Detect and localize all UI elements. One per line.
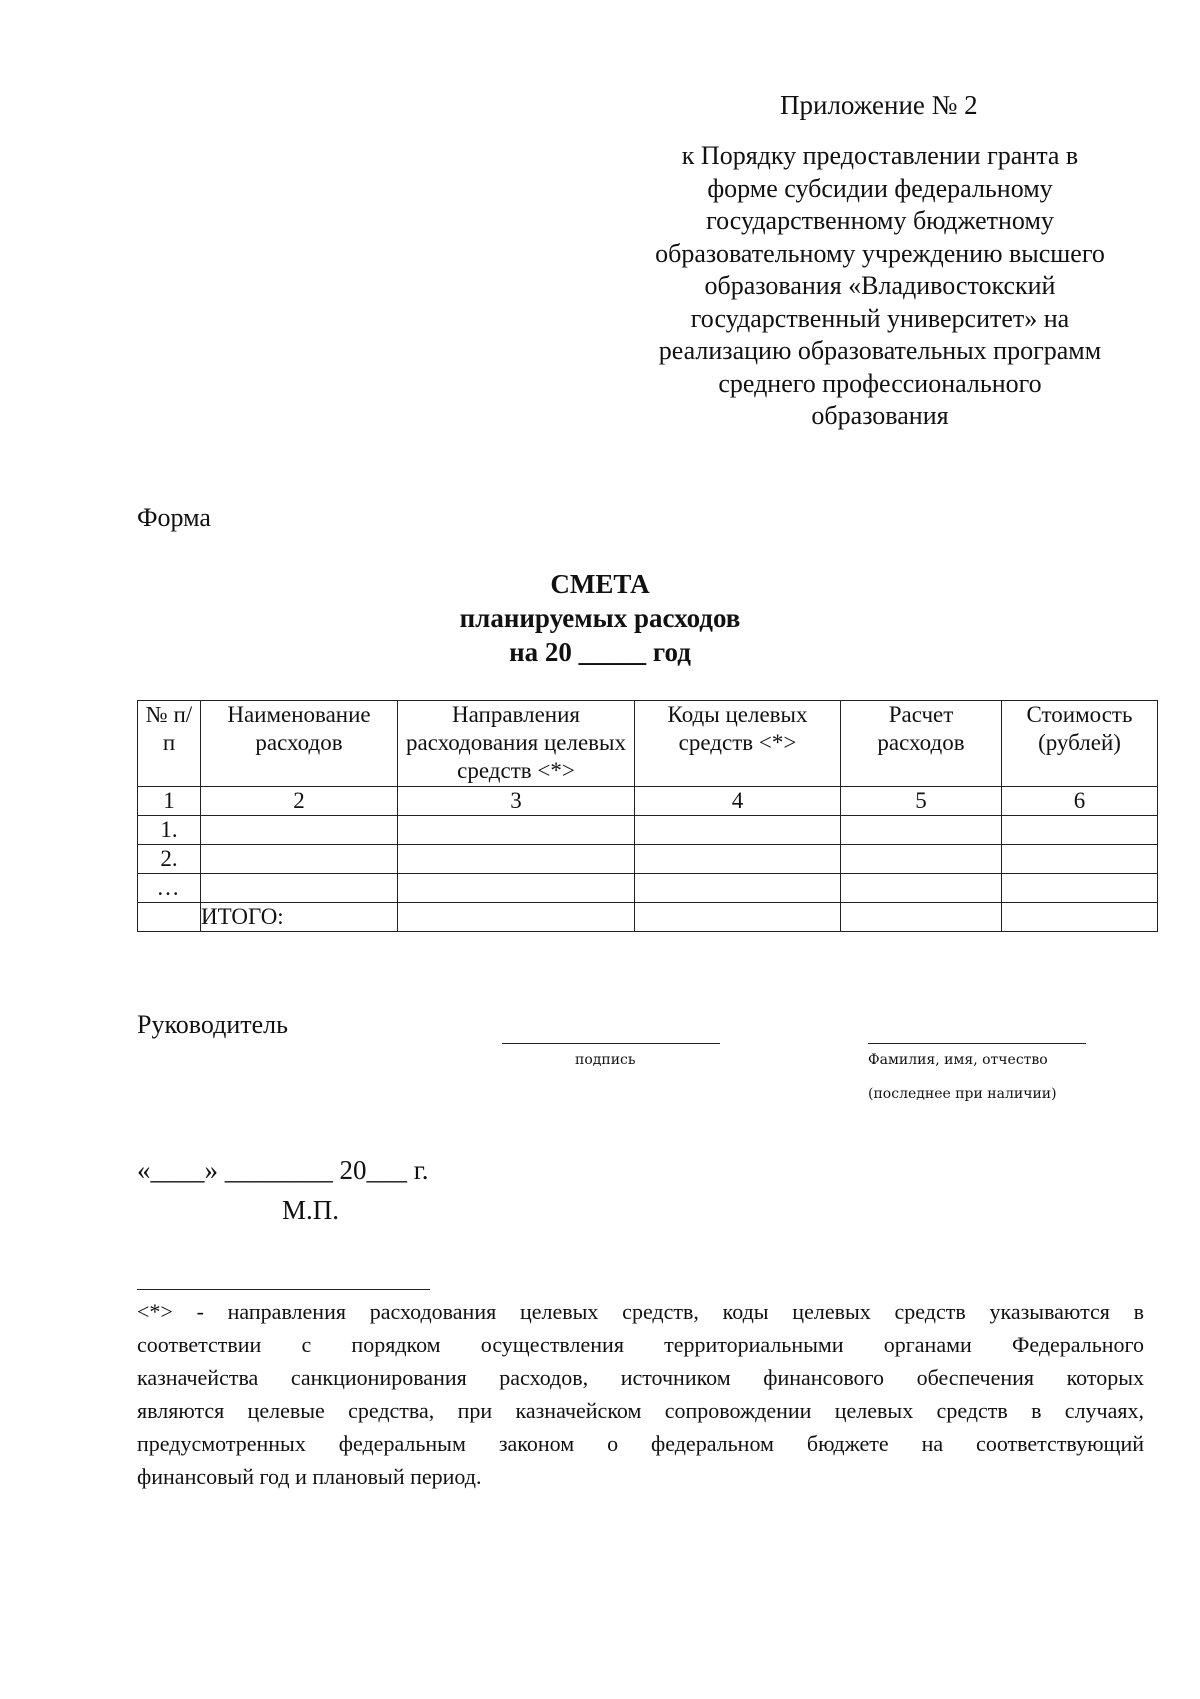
column-number: 2 [201, 787, 398, 816]
appendix-line: реализацию образовательных программ [658, 336, 1102, 365]
total-label: ИТОГО: [201, 903, 398, 932]
appendix-line: образовательному учреждению высшего [655, 238, 1105, 268]
table-cell [841, 874, 1002, 903]
column-number: 1 [138, 787, 201, 816]
table-cell [1002, 845, 1158, 874]
footnote-line: казначейства санкционирования расходов, источником финансового обеспечения которых [137, 1365, 1144, 1390]
header-fund-codes: Коды целевых средств <*> [635, 701, 841, 787]
stamp-place: М.П. [282, 1195, 340, 1225]
header-spending-directions: Направления расходования целевых средств <*> [398, 701, 635, 787]
footnote-line: <*> - направления расходования целевых средств, коды целевых средств указываются в [137, 1299, 1144, 1324]
heading-year: на 20 _____ год [509, 637, 691, 667]
full-name-line[interactable] [868, 1043, 1086, 1044]
table-cell [635, 845, 841, 874]
appendix-line: среднего профессионального [718, 368, 1042, 398]
column-number: 6 [1002, 787, 1158, 816]
header-cost: Стоимость (рублей) [1002, 701, 1158, 787]
table-cell [201, 874, 398, 903]
table-cell [398, 874, 635, 903]
table-cell [635, 903, 841, 932]
column-number: 3 [398, 787, 635, 816]
table-cell [841, 903, 1002, 932]
document-heading [0, 567, 1200, 669]
table-cell [635, 874, 841, 903]
table-cell [841, 845, 1002, 874]
patronymic-note: (последнее при наличии) [868, 1086, 1057, 1102]
table-cell [841, 816, 1002, 845]
table-row [138, 874, 1158, 903]
table-cell [398, 845, 635, 874]
footnote-line: являются целевые средства, при казначейском сопровождении целевых средств в случаях, [137, 1398, 1144, 1423]
header-calculation: Расчет расходов [841, 701, 1002, 787]
table-cell [398, 903, 635, 932]
appendix-line: образования «Владивостокский [704, 271, 1056, 300]
column-number: 4 [635, 787, 841, 816]
appendix-line: форме субсидии федеральному [707, 173, 1053, 203]
footnote-line: финансовый год и плановый период. [137, 1464, 482, 1489]
appendix-line: образования [811, 401, 949, 430]
table-cell [201, 845, 398, 874]
footnote [137, 1295, 1144, 1493]
row-number: 1. [138, 816, 201, 845]
table-cell [201, 816, 398, 845]
appendix-line: государственному бюджетному [706, 206, 1054, 235]
appendix-line: к Порядку предоставлении гранта в [681, 141, 1079, 170]
row-number: … [138, 874, 201, 903]
table-cell [138, 903, 201, 932]
heading-title: СМЕТА [550, 569, 650, 599]
table-cell [1002, 874, 1158, 903]
footnote-line: предусмотренных федеральным законом о федеральном бюджете на соответствующий [137, 1431, 1144, 1456]
header-expense-name: Наименование расходов [201, 701, 398, 787]
footnote-separator [137, 1289, 430, 1290]
signature-line[interactable] [502, 1043, 720, 1044]
full-name-caption: Фамилия, имя, отчество [868, 1052, 1048, 1068]
row-number: 2. [138, 845, 201, 874]
estimate-table [137, 700, 1158, 932]
appendix-line: государственный университет» на [690, 303, 1070, 333]
appendix-title: Приложение № 2 [780, 90, 978, 120]
signature-caption: подпись [575, 1052, 636, 1068]
form-label: Форма [137, 503, 211, 532]
date-line: «____» ________ 20___ г. [137, 1155, 429, 1185]
head-label: Руководитель [137, 1010, 288, 1039]
table-cell [1002, 816, 1158, 845]
total-row [138, 903, 1158, 932]
column-number-row [138, 787, 1158, 816]
heading-subtitle: планируемых расходов [459, 603, 741, 633]
table-cell [1002, 903, 1158, 932]
table-header-row [138, 701, 1158, 787]
footnote-line: соответствии с порядком осуществления территориальными органами Федерального [137, 1332, 1144, 1357]
header-number: № п/п [138, 701, 201, 787]
table-row [138, 816, 1158, 845]
appendix-description [625, 140, 1135, 433]
table-cell [635, 816, 841, 845]
table-row [138, 845, 1158, 874]
column-number: 5 [841, 787, 1002, 816]
table-cell [398, 816, 635, 845]
